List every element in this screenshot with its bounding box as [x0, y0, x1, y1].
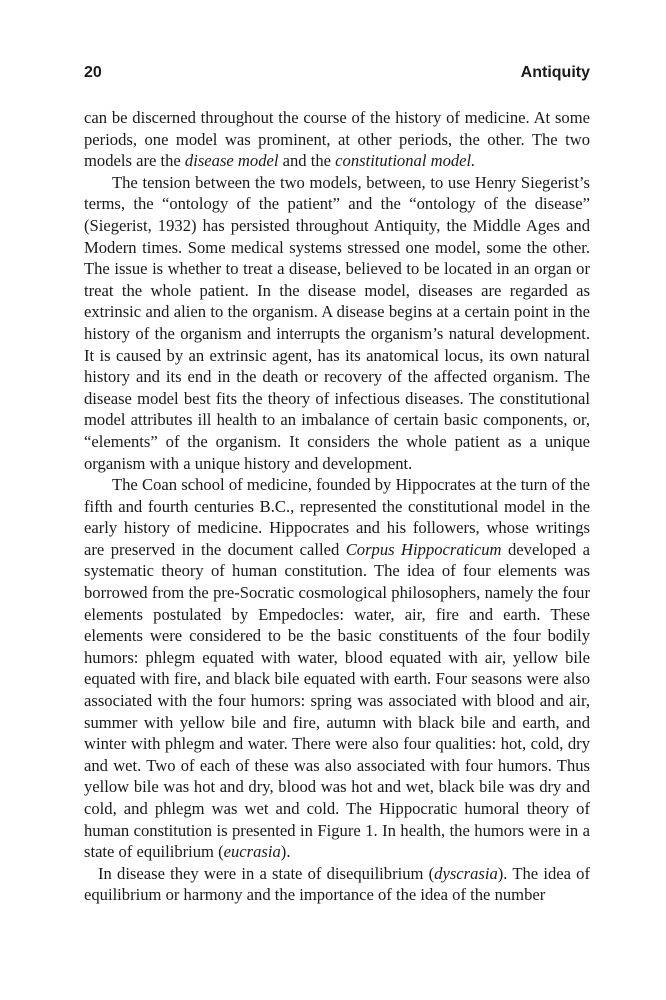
text-run: The tension between the two models, between, to use Henry Siegerist’s terms, the “ontology of the patient” and the “ontology of the disease” (Siegerist, 1932) has persisted throughout Antiquity, the Middle Ages and Modern times. Some medical systems stressed one model, some the other. The issue is whether to treat a disease, believed to be located in an organ or treat the whole patient. In the disease model, diseases are regarded as extrinsic and alien to the organism. A disease begins at a certain point in the history of the organism and interrupts the organism’s natural development. It is caused by an extrinsic agent, has its anatomical locus, its own natural history and its end in the death or recovery of the affected organism. The disease model best fits the theory of infectious diseases. The constitutional model attributes ill health to an imbalance of certain basic components, or, “elements” of the organism. It considers the whole patient as a unique organism with a unique history and development.	[84, 172, 590, 473]
text-run: and the	[278, 151, 336, 171]
book-page	[84, 64, 590, 906]
paragraph	[84, 474, 590, 863]
running-head	[84, 64, 590, 88]
text-run: The Coan school of medicine, founded by Hippocrates at the turn of the fifth and fourth centuries B.C., represented the constitutional model in the early history of medicine. Hippocrates and his followers, whose writings are preserved in the document called	[84, 475, 590, 559]
italic-text: Corpus Hippocraticum	[345, 539, 502, 559]
text-run: In disease they were in a state of disequilibrium (	[98, 863, 435, 883]
italic-text: constitutional model.	[335, 151, 476, 171]
text-run: ). The idea of equilibrium or harmony and the importance of the idea of the number	[84, 863, 590, 905]
text-run: ).	[280, 842, 291, 862]
page-number: 20	[84, 64, 102, 81]
body-text	[84, 107, 590, 906]
italic-text: disease model	[184, 151, 279, 171]
text-run: developed a systematic theory of human constitution. The idea of four elements was borrowed from the pre-Socratic cosmological philosophers, namely the four elements postulated by Empedocles: water, air, fire and earth. These elements were considered to be the basic constituents of the four bodily humors: phlegm equated with water, blood equated with air, yellow bile equated with fire, and black bile equated with earth. Four seasons were also associated with the four humors: spring was associated with blood and air, summer with yellow bile and fire, autumn with black bile and earth, and winter with phlegm and water. There were also four qualities: hot, cold, dry and wet. Two of each of these was also associated with four humors. Thus yellow bile was hot and dry, blood was hot and wet, black bile was dry and cold, and phlegm was wet and cold. The Hippocratic humoral theory of human constitution is presented in Figure 1. In health, the humors were in a state of equilibrium (	[84, 539, 590, 862]
paragraph	[84, 107, 590, 172]
running-title: Antiquity	[520, 64, 590, 81]
italic-text: eucrasia	[223, 842, 281, 862]
paragraph	[84, 863, 590, 906]
italic-text: dyscrasia	[434, 863, 498, 883]
paragraph	[84, 172, 590, 474]
text-run: can be discerned throughout the course of the history of medicine. At some periods, one model was prominent, at other periods, the other. The two models are the	[84, 108, 590, 171]
